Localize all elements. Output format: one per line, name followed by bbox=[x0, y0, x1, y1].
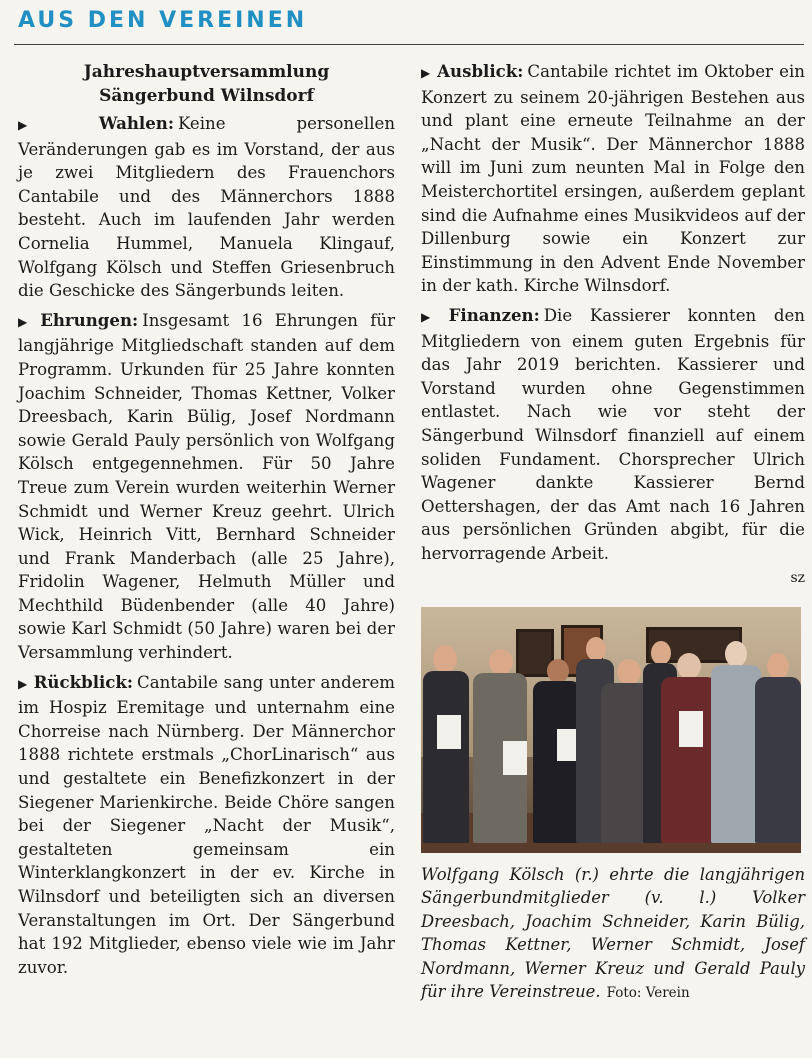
article-title-line1: Jahreshauptversammlung bbox=[83, 62, 330, 82]
paragraph-label: Ehrungen: bbox=[40, 309, 139, 330]
paragraph-ausblick bbox=[421, 60, 805, 298]
paragraph-finanzen bbox=[421, 304, 805, 566]
author-initials: sz bbox=[790, 570, 805, 587]
paragraph-text: Cantabile richtet im Oktober ein Konzert zu seinem 20-jährigen Bestehen aus und plant eine erneute Teilnahme an der „Nacht der Musik“. Der Männerchor 1888 will im Juni zum neunten Mal in Folge den Meisterchortitel ersingen, außerdem geplant sind die Aufnahme eines Musikvideos auf der Dillenburg sowie ein Konzert zur Einstimmung in den Advent Ende November in der kath. Kirche Wilnsdorf. bbox=[421, 62, 805, 296]
arrow-marker-icon: ▶ bbox=[421, 309, 443, 324]
article-column-right bbox=[421, 60, 805, 1058]
paragraph-text: Keine personellen Veränderungen gab es im Vorstand, der aus je zwei Mitgliedern des Frauenchors Cantabile und des Männerchors 1888 besteht. Auch im laufenden Jahr werden Cornelia Hummel, Manuela Klingauf, Wolfgang Kölsch und Steffen Griesenbruch die Geschicke des Sängerbunds leiten. bbox=[18, 114, 396, 301]
paragraph-label: Rückblick: bbox=[33, 671, 134, 692]
person-figure bbox=[473, 649, 529, 845]
arrow-marker-icon: ▶ bbox=[421, 66, 432, 80]
paragraph-text: Die Kassierer konnten den Mitgliedern von einem guten Ergebnis für das Jahr 2019 berichten. Kassierer und Vorstand wurden ohne Gegenstimmen entlastet. Nach wie vor steht der Sängerbund Wilnsdorf finanziell auf einem soliden Fundament. Chorsprecher Ulrich Wagener dankte Kassierer Bernd Oettershagen, der das Amt nach 16 Jahren aus persönlichen Gründen abgibt, für die hervorragende Arbeit. bbox=[421, 305, 805, 563]
article-title-line2: Sängerbund Wilnsdorf bbox=[99, 86, 314, 106]
arrow-marker-icon: ▶ bbox=[18, 118, 93, 132]
header-rule bbox=[14, 44, 804, 45]
person-figure bbox=[755, 653, 801, 845]
caption-text: Wolfgang Kölsch (r.) ehrte die langjährigen Sängerbundmitglieder (v. l.) Volker Dreesbach, Joachim Schneider, Karin Bülig, Thomas Kettner, Werner Schmidt, Josef Nordmann, Werner Kreuz und Gerald Pauly für ihre Vereinstreue. bbox=[421, 865, 805, 1002]
article-title bbox=[18, 60, 395, 108]
paragraph-rueckblick bbox=[18, 671, 395, 980]
arrow-marker-icon: ▶ bbox=[18, 314, 35, 329]
paragraph-wahlen bbox=[18, 112, 395, 303]
paragraph-ehrungen bbox=[18, 309, 395, 665]
paragraph-text: Insgesamt 16 Ehrungen für langjährige Mitgliedschaft standen auf dem Programm. Urkunden für 25 Jahre konnten Joachim Schneider, Thomas Kettner, Volker Dreesbach, Karin Bülig, Josef Nordmann sowie Gerald Pauly persönlich von Wolfgang Kölsch entgegennehmen. Für 50 Jahre Treue zum Verein wurden weiterhin Werner Schmidt und Werner Kreuz geehrt. Ulrich Wick, Heinrich Vitt, Bernhard Schneider und Frank Manderbach (alle 25 Jahre), Fridolin Wagener, Helmuth Müller und Mechthild Büdenbender (alle 40 Jahre) sowie Karl Schmidt (50 Jahre) waren bei der Versammlung verhindert. bbox=[18, 310, 395, 663]
group-photo bbox=[421, 607, 801, 853]
paragraph-label: Ausblick: bbox=[437, 61, 524, 81]
photo-credit: Foto: Verein bbox=[606, 985, 690, 1002]
paragraph-label: Wahlen: bbox=[98, 113, 174, 133]
photo-caption bbox=[421, 863, 805, 1005]
paragraph-text: Cantabile sang unter anderem im Hospiz Eremitage und unternahm eine Chorreise nach Nürnberg. Der Männerchor 1888 richtete erstmals „ChorLinarisch“ aus und gestaltete ein Benefizkonzert in der Siegener Marienkirche. Beide Chöre sangen bei der Siegener „Nacht der Musik“, gestalteten gemeinsam ein Winterklangkonzert in der ev. Kirche in Wilnsdorf und beteiligten sich an diversen Veranstaltungen im Ort. Der Sängerbund hat 192 Mitglieder, ebenso viele wie im Jahr zuvor. bbox=[18, 672, 395, 977]
article-column-left bbox=[18, 60, 395, 1058]
section-header: AUS DEN VEREINEN bbox=[18, 8, 308, 33]
person-figure bbox=[423, 645, 471, 845]
paragraph-label: Finanzen: bbox=[448, 304, 540, 325]
arrow-marker-icon: ▶ bbox=[18, 676, 28, 691]
